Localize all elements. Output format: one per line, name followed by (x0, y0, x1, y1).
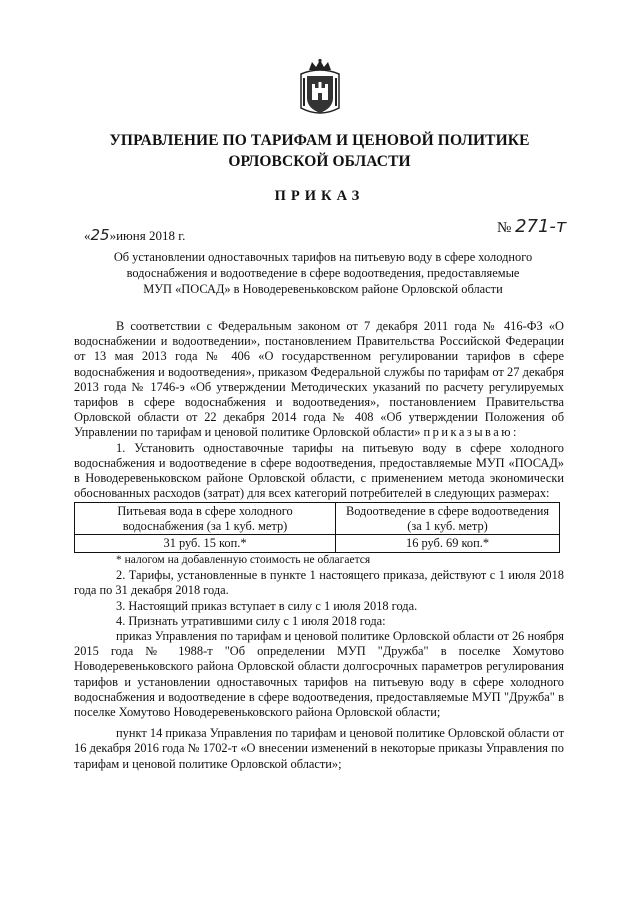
coat-of-arms-icon (297, 58, 343, 120)
date-quote-open: « (84, 228, 91, 243)
item-4b-paragraph: пункт 14 приказа Управления по тарифам и ценовой политике Орловской области от 16 декабря 2016 года № 1702-т «О внесении изменений в некоторые приказы Управления по тарифам и ценовой политике Орловской области»; (74, 726, 564, 771)
tariff-table-value-row (75, 535, 560, 553)
organization-line-1: УПРАВЛЕНИЕ ПО ТАРИФАМ И ЦЕНОВОЙ ПОЛИТИКЕ (109, 132, 530, 149)
item-3-paragraph: 3. Настоящий приказ вступает в силу с 1 июля 2018 года. (116, 598, 418, 613)
organization-line-2: ОРЛОВСКОЙ ОБЛАСТИ (228, 153, 411, 170)
date-rest: »июня 2018 г. (109, 228, 186, 243)
order-number (497, 216, 566, 237)
preamble-paragraph (74, 319, 564, 441)
order-body (74, 319, 564, 772)
tariff-value-water: 31 руб. 15 коп.* (75, 535, 336, 553)
document-type: ПРИКАЗ (274, 188, 365, 204)
subject-line-3: МУП «ПОСАД» в Новодеревеньковском районе Орловской области (143, 282, 503, 296)
tariff-header-sewage: Водоотведение в сфере водоотведения (за 1 куб. метр) (336, 503, 560, 535)
preamble-text: В соответствии с Федеральным законом от 7 декабря 2011 года № 416-ФЗ «О водоснабжении и водоотведении», постановлением Правительства Российской Федерации от 13 мая 2013 года № 406 «О государственном регулировании тарифов в сфере водоснабжения и водоотведения», приказом Федеральной службы по тарифам от 27 декабря 2013 года № 1746-э «Об утверждении Методических указаний по расчету регулируемых тарифов в сфере водоснабжения и водоотведения», постановлением Правительства Орловской области от 22 декабря 2014 года № 408 «Об утверждении Положения об Управлении по тарифам и ценовой политике Орловской области» (74, 319, 564, 440)
order-subject (78, 249, 568, 297)
item-4-paragraph: 4. Признать утратившими силу с 1 июля 2018 года: (116, 613, 386, 628)
tariff-header-water: Питьевая вода в сфере холодного водоснабжения (за 1 куб. метр) (75, 503, 336, 535)
tariff-table-header-row (75, 503, 560, 535)
subject-line-1: Об установлении одноставочных тарифов на питьевую воду в сфере холодного (113, 250, 533, 264)
number-value-handwritten: 271-т (515, 216, 567, 237)
item-2-paragraph: 2. Тарифы, установленные в пункте 1 настоящего приказа, действуют с 1 июля 2018 года по 31 декабря 2018 года. (74, 568, 564, 598)
order-word: приказываю: (423, 425, 519, 440)
organization-name (0, 130, 639, 172)
item-4a-paragraph: приказ Управления по тарифам и ценовой политике Орловской области от 26 ноября 2015 года № 1988-т "Об определении МУП "Дружба" в поселке Хомутово Новодеревеньковского района Орловской области долгосрочных параметров регулирования тарифов и установлении одноставочных тарифов на питьевую воду в сфере холодного водоснабжения и водоотведение в сфере водоотведения, предоставляемые МУП "Дружба" в поселке Хомутово Новодеревеньковского района Орловской области; (74, 628, 564, 719)
tariff-value-sewage: 16 руб. 69 коп.* (336, 535, 560, 553)
tariff-footnote: * налогом на добавленную стоимость не облагается (116, 553, 371, 566)
item-1-paragraph: 1. Установить одноставочные тарифы на питьевую воду в сфере холодного водоснабжения и водоотведение в сфере водоотведения, предоставляемые МУП «ПОСАД» в Новодеревеньковском районе Орловской области, с применением метода экономически обоснованных расходов (затрат) для всех категорий потребителей в следующих размерах: (74, 440, 564, 501)
date-day-handwritten: 25 (90, 226, 110, 244)
order-date (84, 226, 185, 244)
tariff-table (74, 502, 560, 553)
number-label: № (497, 220, 512, 236)
subject-line-2: водоснабжения и водоотведение в сфере водоотведения, предоставляемые (126, 266, 520, 280)
